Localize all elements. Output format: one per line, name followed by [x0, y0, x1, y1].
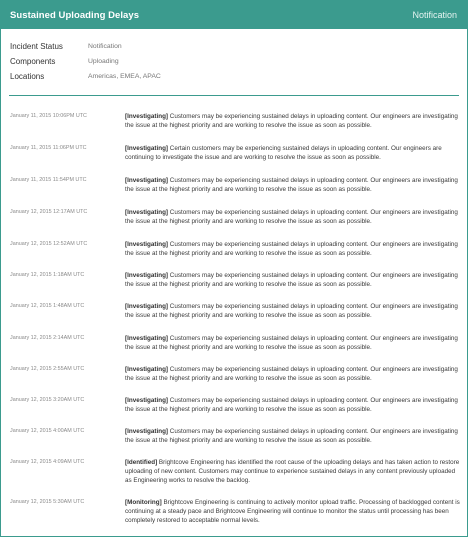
update-item: [1, 144, 468, 162]
update-text: Customers may be experiencing sustained delays in uploading content. Our engineers are investigating the issue at the highest priority and are working to resolve the issue as soon as possible.: [125, 428, 458, 444]
update-message: [125, 176, 461, 194]
update-timestamp: January 12, 2015 12:17AM UTC: [10, 209, 88, 215]
update-text: Customers may be experiencing sustained delays in uploading content. Our engineers are investigating the issue at the highest priority and are working to resolve the issue as soon as possible.: [125, 272, 458, 288]
update-text: Customers may be experiencing sustained delays in uploading content. Our engineers are investigating the issue at the highest priority and are working to resolve the issue as soon as possible.: [125, 366, 458, 382]
update-timestamp: January 12, 2015 3:20AM UTC: [10, 397, 85, 403]
update-message: [125, 271, 461, 289]
incident-meta: [1, 29, 467, 84]
update-item: [1, 396, 468, 414]
update-item: [1, 176, 468, 194]
update-item: [1, 271, 468, 289]
update-message: [125, 365, 461, 383]
update-text: Brightcove Engineering has identified the root cause of the uploading delays and has taken action to restore uploading of new content. Customers may continue to experience sustained delays in any content previously uploaded as Engineering works to resolve the backlog.: [125, 459, 460, 484]
update-message: [125, 458, 461, 485]
update-tag: [Investigating]: [125, 241, 169, 248]
update-text: Customers may be experiencing sustained delays in uploading content. Our engineers are investigating the issue at the highest priority and are working to resolve the issue as soon as possible.: [125, 241, 458, 257]
update-item: [1, 498, 468, 525]
update-item: [1, 427, 468, 445]
update-item: [1, 334, 468, 352]
update-text: Certain customers may be experiencing sustained delays in uploading content. Our engineers are continuing to investigate the issue and are working to resolve the issue as soon as possible.: [125, 145, 442, 161]
update-timestamp: January 12, 2015 4:00AM UTC: [10, 428, 85, 434]
update-item: [1, 112, 468, 130]
update-tag: [Investigating]: [125, 272, 169, 279]
update-tag: [Identified]: [125, 459, 158, 466]
meta-value: Uploading: [88, 58, 119, 65]
update-message: [125, 208, 461, 226]
update-text: Brightcove Engineering is continuing to actively monitor upload traffic. Processing of backlogged content is continuing at a steady pace and Brightcove Engineering will continue to monitor the status until processing has been completely restored to acceptable normal levels.: [125, 499, 460, 524]
update-text: Customers may be experiencing sustained delays in uploading content. Our engineers are investigating the issue at the highest priority and are working to resolve the issue as soon as possible.: [125, 209, 458, 225]
update-message: [125, 427, 461, 445]
incident-status-label: Notification: [412, 10, 457, 20]
update-tag: [Investigating]: [125, 366, 169, 373]
incident-header: [1, 1, 467, 29]
update-item: [1, 240, 468, 258]
update-tag: [Investigating]: [125, 397, 169, 404]
update-text: Customers may be experiencing sustained delays in uploading content. Our engineers are investigating the issue at the highest priority and are working to resolve the issue as soon as possible.: [125, 177, 458, 193]
update-message: [125, 112, 461, 130]
update-message: [125, 240, 461, 258]
meta-row-locations: [10, 69, 467, 84]
meta-row-components: [10, 54, 467, 69]
update-timestamp: January 11, 2015 11:06PM UTC: [10, 145, 87, 151]
meta-value: Americas, EMEA, APAC: [88, 73, 161, 80]
update-tag: [Investigating]: [125, 209, 169, 216]
update-tag: [Investigating]: [125, 303, 169, 310]
update-message: [125, 302, 461, 320]
update-message: [125, 144, 461, 162]
update-text: Customers may be experiencing sustained delays in uploading content. Our engineers are investigating the issue at the highest priority and are working to resolve the issue as soon as possible.: [125, 397, 458, 413]
meta-label: Components: [10, 57, 56, 66]
update-item: [1, 458, 468, 485]
update-timestamp: January 12, 2015 2:55AM UTC: [10, 366, 85, 372]
update-timestamp: January 12, 2015 5:30AM UTC: [10, 499, 85, 505]
update-tag: [Investigating]: [125, 335, 169, 342]
update-timestamp: January 12, 2015 1:18AM UTC: [10, 272, 85, 278]
update-tag: [Monitoring]: [125, 499, 162, 506]
update-text: Customers may be experiencing sustained delays in uploading content. Our engineers are investigating the issue at the highest priority and are working to resolve the issue as soon as possible.: [125, 113, 458, 129]
update-tag: [Investigating]: [125, 428, 169, 435]
update-list: [1, 96, 467, 524]
update-timestamp: January 11, 2015 11:54PM UTC: [10, 177, 87, 183]
update-timestamp: January 11, 2015 10:06PM UTC: [10, 113, 87, 119]
update-tag: [Investigating]: [125, 113, 169, 120]
update-text: Customers may be experiencing sustained delays in uploading content. Our engineers are investigating the issue at the highest priority and are working to resolve the issue as soon as possible.: [125, 303, 458, 319]
meta-row-status: [10, 39, 467, 54]
update-tag: [Investigating]: [125, 145, 169, 152]
update-message: [125, 334, 461, 352]
meta-label: Incident Status: [10, 42, 63, 51]
meta-value: Notification: [88, 43, 122, 50]
update-tag: [Investigating]: [125, 177, 169, 184]
incident-title: Sustained Uploading Delays: [10, 9, 140, 21]
meta-label: Locations: [10, 72, 45, 81]
update-timestamp: January 12, 2015 4:09AM UTC: [10, 459, 85, 465]
update-timestamp: January 12, 2015 2:14AM UTC: [10, 335, 85, 341]
update-message: [125, 498, 461, 525]
update-item: [1, 302, 468, 320]
update-text: Customers may be experiencing sustained delays in uploading content. Our engineers are investigating the issue at the highest priority and are working to resolve the issue as soon as possible.: [125, 335, 458, 351]
update-timestamp: January 12, 2015 12:52AM UTC: [10, 241, 88, 247]
update-item: [1, 208, 468, 226]
update-timestamp: January 12, 2015 1:48AM UTC: [10, 303, 85, 309]
update-item: [1, 365, 468, 383]
update-message: [125, 396, 461, 414]
